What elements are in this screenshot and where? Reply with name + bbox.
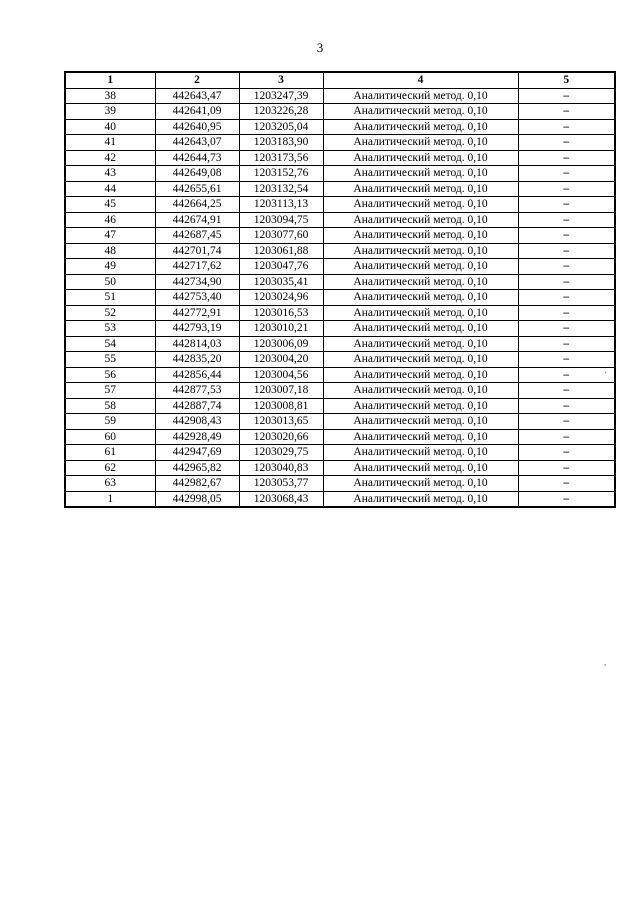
point-number-cell: 62 xyxy=(65,460,155,476)
y-coordinate-cell: 1203152,76 xyxy=(239,166,323,182)
x-coordinate-cell: 442965,82 xyxy=(155,460,239,476)
column-header-2: 2 xyxy=(155,72,239,88)
description-cell: – xyxy=(518,429,615,445)
x-coordinate-cell: 442734,90 xyxy=(155,274,239,290)
table-row xyxy=(65,212,615,228)
table-row xyxy=(65,460,615,476)
table-row xyxy=(65,414,615,430)
x-coordinate-cell: 442655,61 xyxy=(155,181,239,197)
point-number-cell: 52 xyxy=(65,305,155,321)
method-cell: Аналитический метод. 0,10 xyxy=(323,429,518,445)
description-cell: – xyxy=(518,290,615,306)
point-number-cell: 55 xyxy=(65,352,155,368)
description-cell: – xyxy=(518,259,615,275)
y-coordinate-cell: 1203205,04 xyxy=(239,119,323,135)
table-row xyxy=(65,305,615,321)
table-row xyxy=(65,104,615,120)
y-coordinate-cell: 1203006,09 xyxy=(239,336,323,352)
method-cell: Аналитический метод. 0,10 xyxy=(323,476,518,492)
y-coordinate-cell: 1203183,90 xyxy=(239,135,323,151)
description-cell: – xyxy=(518,181,615,197)
x-coordinate-cell: 442687,45 xyxy=(155,228,239,244)
x-coordinate-cell: 442701,74 xyxy=(155,243,239,259)
x-coordinate-cell: 442982,67 xyxy=(155,476,239,492)
y-coordinate-cell: 1203035,41 xyxy=(239,274,323,290)
description-cell: – xyxy=(518,88,615,104)
point-number-cell: 56 xyxy=(65,367,155,383)
method-cell: Аналитический метод. 0,10 xyxy=(323,398,518,414)
y-coordinate-cell: 1203010,21 xyxy=(239,321,323,337)
x-coordinate-cell: 442877,53 xyxy=(155,383,239,399)
y-coordinate-cell: 1203029,75 xyxy=(239,445,323,461)
method-cell: Аналитический метод. 0,10 xyxy=(323,88,518,104)
table-row xyxy=(65,119,615,135)
method-cell: Аналитический метод. 0,10 xyxy=(323,181,518,197)
point-number-cell: 50 xyxy=(65,274,155,290)
description-cell: – xyxy=(518,414,615,430)
method-cell: Аналитический метод. 0,10 xyxy=(323,383,518,399)
method-cell: Аналитический метод. 0,10 xyxy=(323,321,518,337)
table-row xyxy=(65,367,615,383)
y-coordinate-cell: 1203094,75 xyxy=(239,212,323,228)
table-row xyxy=(65,181,615,197)
description-cell: – xyxy=(518,336,615,352)
table-row xyxy=(65,476,615,492)
y-coordinate-cell: 1203132,54 xyxy=(239,181,323,197)
method-cell: Аналитический метод. 0,10 xyxy=(323,445,518,461)
description-cell: – xyxy=(518,150,615,166)
method-cell: Аналитический метод. 0,10 xyxy=(323,274,518,290)
y-coordinate-cell: 1203040,83 xyxy=(239,460,323,476)
column-header-1: 1 xyxy=(65,72,155,88)
y-coordinate-cell: 1203020,66 xyxy=(239,429,323,445)
y-coordinate-cell: 1203004,20 xyxy=(239,352,323,368)
description-cell: – xyxy=(518,119,615,135)
table-row xyxy=(65,150,615,166)
column-header-5: 5 xyxy=(518,72,615,88)
method-cell: Аналитический метод. 0,10 xyxy=(323,104,518,120)
method-cell: Аналитический метод. 0,10 xyxy=(323,352,518,368)
y-coordinate-cell: 1203004,56 xyxy=(239,367,323,383)
method-cell: Аналитический метод. 0,10 xyxy=(323,259,518,275)
point-number-cell: 43 xyxy=(65,166,155,182)
method-cell: Аналитический метод. 0,10 xyxy=(323,212,518,228)
description-cell: – xyxy=(518,228,615,244)
table-row xyxy=(65,88,615,104)
description-cell: – xyxy=(518,104,615,120)
y-coordinate-cell: 1203047,76 xyxy=(239,259,323,275)
point-number-cell: 47 xyxy=(65,228,155,244)
column-header-4: 4 xyxy=(323,72,518,88)
x-coordinate-cell: 442649,08 xyxy=(155,166,239,182)
y-coordinate-cell: 1203053,77 xyxy=(239,476,323,492)
method-cell: Аналитический метод. 0,10 xyxy=(323,336,518,352)
x-coordinate-cell: 442947,69 xyxy=(155,445,239,461)
table-row xyxy=(65,336,615,352)
y-coordinate-cell: 1203113,13 xyxy=(239,197,323,213)
x-coordinate-cell: 442664,25 xyxy=(155,197,239,213)
page-number: 3 xyxy=(316,40,324,55)
point-number-cell: 61 xyxy=(65,445,155,461)
method-cell: Аналитический метод. 0,10 xyxy=(323,243,518,259)
table-row xyxy=(65,352,615,368)
x-coordinate-cell: 442928,49 xyxy=(155,429,239,445)
point-number-cell: 38 xyxy=(65,88,155,104)
y-coordinate-cell: 1203173,56 xyxy=(239,150,323,166)
x-coordinate-cell: 442640,95 xyxy=(155,119,239,135)
point-number-cell: 48 xyxy=(65,243,155,259)
x-coordinate-cell: 442772,91 xyxy=(155,305,239,321)
table-row xyxy=(65,290,615,306)
coordinates-table xyxy=(64,71,616,508)
description-cell: – xyxy=(518,212,615,228)
x-coordinate-cell: 442643,07 xyxy=(155,135,239,151)
point-number-cell: 58 xyxy=(65,398,155,414)
description-cell: – xyxy=(518,305,615,321)
description-cell: – xyxy=(518,197,615,213)
method-cell: Аналитический метод. 0,10 xyxy=(323,460,518,476)
method-cell: Аналитический метод. 0,10 xyxy=(323,305,518,321)
point-number-cell: 42 xyxy=(65,150,155,166)
y-coordinate-cell: 1203068,43 xyxy=(239,491,323,507)
y-coordinate-cell: 1203024,96 xyxy=(239,290,323,306)
x-coordinate-cell: 442753,40 xyxy=(155,290,239,306)
x-coordinate-cell: 442793,19 xyxy=(155,321,239,337)
column-header-3: 3 xyxy=(239,72,323,88)
method-cell: Аналитический метод. 0,10 xyxy=(323,197,518,213)
point-number-cell: 1 xyxy=(65,491,155,507)
table-row xyxy=(65,274,615,290)
method-cell: Аналитический метод. 0,10 xyxy=(323,228,518,244)
description-cell: – xyxy=(518,491,615,507)
scan-speck-mark: , xyxy=(604,657,607,667)
point-number-cell: 59 xyxy=(65,414,155,430)
point-number-cell: 49 xyxy=(65,259,155,275)
description-cell: – xyxy=(518,383,615,399)
x-coordinate-cell: 442908,43 xyxy=(155,414,239,430)
y-coordinate-cell: 1203226,28 xyxy=(239,104,323,120)
y-coordinate-cell: 1203016,53 xyxy=(239,305,323,321)
y-coordinate-cell: 1203008,81 xyxy=(239,398,323,414)
x-coordinate-cell: 442998,05 xyxy=(155,491,239,507)
point-number-cell: 54 xyxy=(65,336,155,352)
point-number-cell: 39 xyxy=(65,104,155,120)
table-row xyxy=(65,197,615,213)
table-body xyxy=(65,88,615,507)
point-number-cell: 41 xyxy=(65,135,155,151)
description-cell: – xyxy=(518,321,615,337)
y-coordinate-cell: 1203007,18 xyxy=(239,383,323,399)
description-cell: – xyxy=(518,445,615,461)
y-coordinate-cell: 1203061,88 xyxy=(239,243,323,259)
y-coordinate-cell: 1203013,65 xyxy=(239,414,323,430)
point-number-cell: 45 xyxy=(65,197,155,213)
point-number-cell: 63 xyxy=(65,476,155,492)
table-row xyxy=(65,166,615,182)
table-row xyxy=(65,228,615,244)
method-cell: Аналитический метод. 0,10 xyxy=(323,414,518,430)
description-cell: – xyxy=(518,367,615,383)
point-number-cell: 44 xyxy=(65,181,155,197)
method-cell: Аналитический метод. 0,10 xyxy=(323,119,518,135)
x-coordinate-cell: 442856,44 xyxy=(155,367,239,383)
method-cell: Аналитический метод. 0,10 xyxy=(323,491,518,507)
table-row xyxy=(65,429,615,445)
method-cell: Аналитический метод. 0,10 xyxy=(323,166,518,182)
point-number-cell: 46 xyxy=(65,212,155,228)
x-coordinate-cell: 442674,91 xyxy=(155,212,239,228)
table-row xyxy=(65,398,615,414)
table-row xyxy=(65,491,615,507)
table-row xyxy=(65,383,615,399)
description-cell: – xyxy=(518,398,615,414)
x-coordinate-cell: 442717,62 xyxy=(155,259,239,275)
x-coordinate-cell: 442835,20 xyxy=(155,352,239,368)
x-coordinate-cell: 442641,09 xyxy=(155,104,239,120)
method-cell: Аналитический метод. 0,10 xyxy=(323,367,518,383)
table-row xyxy=(65,259,615,275)
description-cell: – xyxy=(518,166,615,182)
description-cell: – xyxy=(518,243,615,259)
description-cell: – xyxy=(518,274,615,290)
point-number-cell: 53 xyxy=(65,321,155,337)
point-number-cell: 40 xyxy=(65,119,155,135)
y-coordinate-cell: 1203247,39 xyxy=(239,88,323,104)
table-header-row xyxy=(65,72,615,88)
table-row xyxy=(65,445,615,461)
point-number-cell: 51 xyxy=(65,290,155,306)
description-cell: – xyxy=(518,460,615,476)
x-coordinate-cell: 442644,73 xyxy=(155,150,239,166)
description-cell: – xyxy=(518,352,615,368)
description-cell: – xyxy=(518,135,615,151)
x-coordinate-cell: 442643,47 xyxy=(155,88,239,104)
point-number-cell: 57 xyxy=(65,383,155,399)
table-row xyxy=(65,321,615,337)
point-number-cell: 60 xyxy=(65,429,155,445)
scan-speck-mark: ’ xyxy=(604,370,607,380)
method-cell: Аналитический метод. 0,10 xyxy=(323,150,518,166)
table-row xyxy=(65,135,615,151)
x-coordinate-cell: 442887,74 xyxy=(155,398,239,414)
table-row xyxy=(65,243,615,259)
method-cell: Аналитический метод. 0,10 xyxy=(323,290,518,306)
y-coordinate-cell: 1203077,60 xyxy=(239,228,323,244)
method-cell: Аналитический метод. 0,10 xyxy=(323,135,518,151)
description-cell: – xyxy=(518,476,615,492)
x-coordinate-cell: 442814,03 xyxy=(155,336,239,352)
